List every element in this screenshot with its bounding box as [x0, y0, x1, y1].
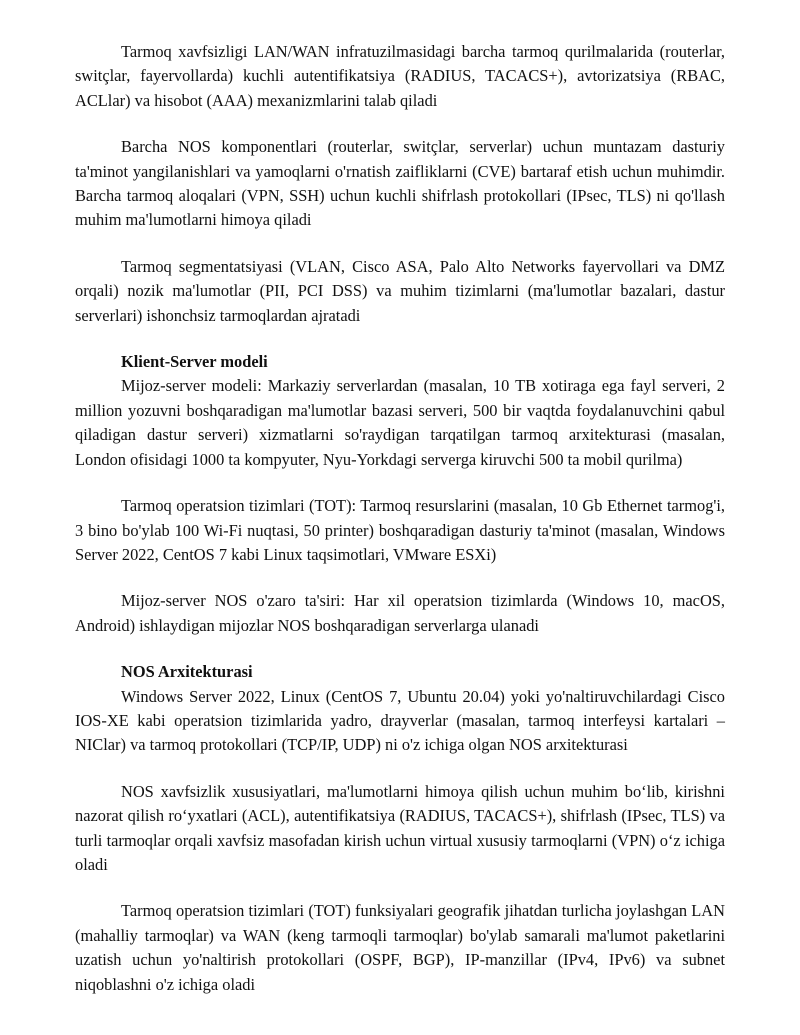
paragraph-nos-functions-routing: Tarmoq operatsion tizimlari (TOT) funksiyalari geografik jihatdan turlicha joylashgan LAN (mahalliy tarmoqlar) va WAN (keng tarmoqli tarmoqlar) bo'ylab samarali ma'lumot paketlarini uzatish uchun yo'naltirish protokollari (OSPF, BGP), IP-manzillar (IPv4, IPv6) va subnet niqoblashni o'z ichiga oladi [75, 901, 725, 994]
paragraph-client-server-nos-interaction: Mijoz-server NOS o'zaro ta'siri: Har xil operatsion tizimlarda (Windows 10, macOS, Android) ishlaydigan mijozlar NOS boshqaradigan serverlarga ulanadi [75, 591, 725, 635]
paragraph-nos-security-features: NOS xavfsizlik xususiyatlari, ma'lumotlarni himoya qilish uchun muhim bo‘lib, kirishni nazorat qilish ro‘yxatlari (ACL), autentifikatsiya (RADIUS, TACACS+), shifrlash (IPsec, TLS) va turli tarmoqlar orqali xavfsiz masofadan kirish uchun virtual xususiy tarmoqlarni (VPN) o‘z ichiga oladi [75, 781, 725, 874]
paragraph-network-security-aaa: Tarmoq xavfsizligi LAN/WAN infratuzilmasidagi barcha tarmoq qurilmalarida (routerlar, switçlar, fayervollarda) kuchli autentifikatsiya (RADIUS, TACACS+), avtorizatsiya (RBAC, ACLlar) va hisobot (AAA) mexanizmlarini talab qiladi [75, 42, 725, 110]
paragraph-nos-architecture: Windows Server 2022, Linux (CentOS 7, Ubuntu 20.04) yoki yo'naltiruvchilardagi Cisco IOS-XE kabi operatsion tizimlarida yadro, drayverlar (masalan, tarmoq interfeysi kartalari – NIClar) va tarmoq protokollari (TCP/IP, UDP) ni o'z ichiga olgan NOS arxitekturasi [75, 686, 725, 755]
paragraph-network-operating-systems: Tarmoq operatsion tizimlari (TOT): Tarmoq resurslarini (masalan, 10 Gb Ethernet tarmog'i, 3 bino bo'ylab 100 Wi-Fi nuqtasi, 50 printer) boshqaradigan dasturiy ta'minot (masalan, Windows Server 2022, CentOS 7 kabi Linux taqsimotlari, VMware ESXi) [75, 496, 725, 564]
heading-client-server-model: Klient-Server modeli [121, 352, 268, 372]
paragraph-network-segmentation: Tarmoq segmentatsiyasi (VLAN, Cisco ASA, Palo Alto Networks fayervollari va DMZ orqali) nozik ma'lumotlar (PII, PCI DSS) va muhim tizimlarni (ma'lumotlar bazalari, dastur serverlari) ishonchsiz tarmoqlardan ajratadi [75, 256, 725, 325]
paragraph-software-updates-encryption: Barcha NOS komponentlari (routerlar, switçlar, serverlar) uchun muntazam dasturiy ta'minot yangilanishlari va yamoqlarni o'rnatish zaifliklarni (CVE) bartaraf etish uchun muhimdir. Barcha tarmoq aloqalari (VPN, SSH) uchun kuchli shifrlash protokollari (IPsec, TLS) ni qo'llash muhim ma'lumotlarni himoya qiladi [75, 137, 725, 230]
paragraph-client-server-model: Mijoz-server modeli: Markaziy serverlardan (masalan, 10 TB xotiraga ega fayl serveri, 2 million yozuvni boshqaradigan ma'lumotlar bazasi serveri, 500 bir vaqtda foydalanuvchini qabul qiladigan dastur serveri) xizmatlarni so'raydigan tarqatilgan tarmoq arxitekturasi (masalan, London ofisidagi 1000 ta kompyuter, Nyu-Yorkdagi serverga kiruvchi 500 ta mobil qurilma) [75, 376, 725, 469]
heading-nos-architecture: NOS Arxitekturasi [121, 662, 253, 682]
